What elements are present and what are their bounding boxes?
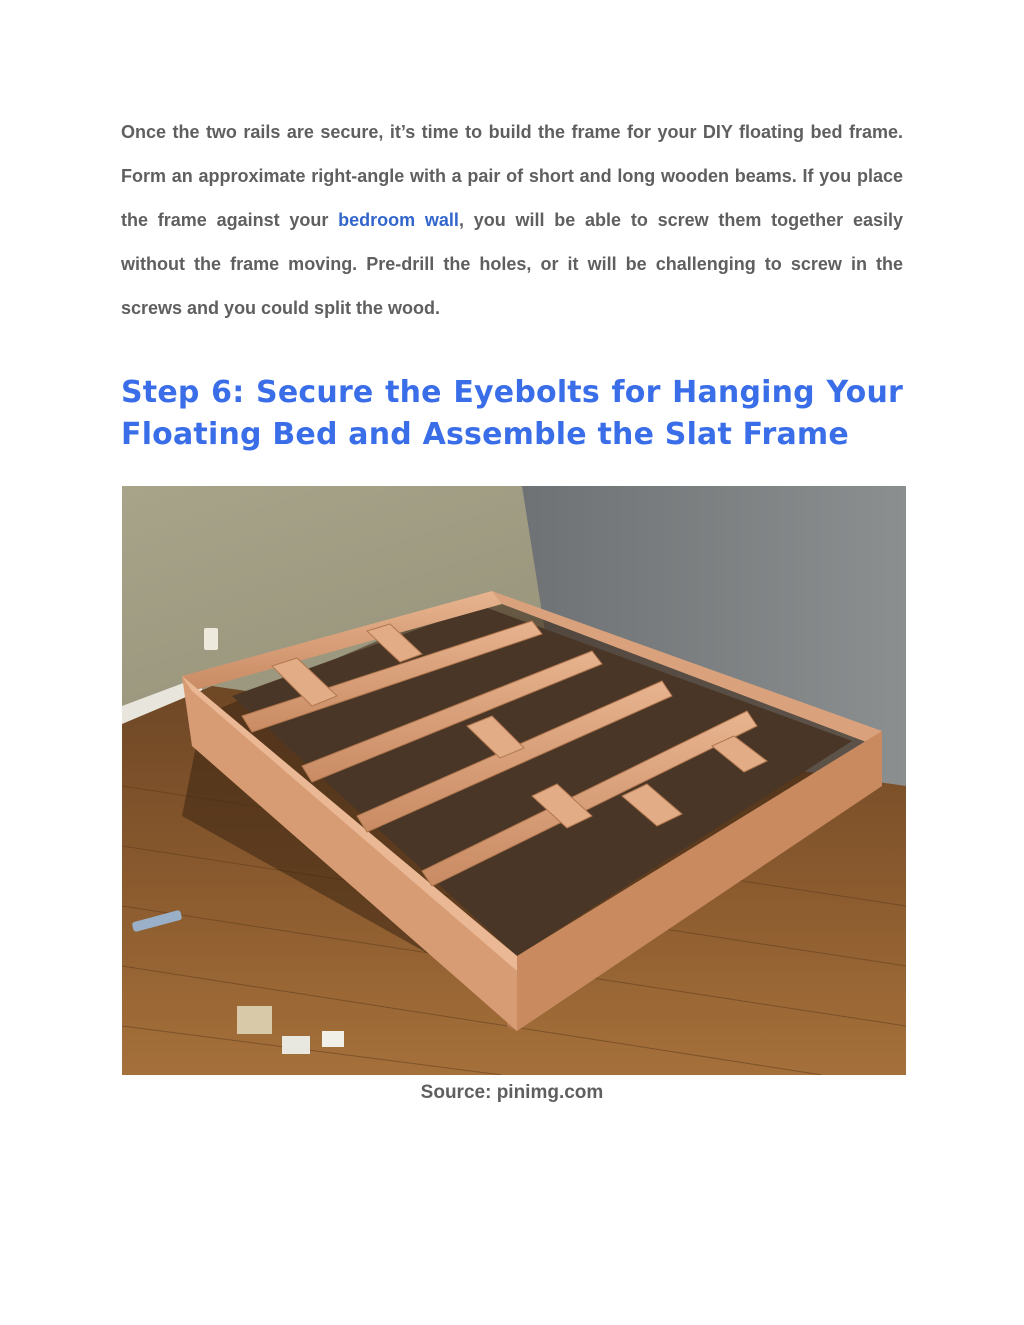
step-6-heading: Step 6: Secure the Eyebolts for Hanging Your Floating Bed and Assemble the Slat Frame — [121, 375, 903, 452]
image-caption: Source: pinimg.com — [420, 1082, 604, 1103]
body-paragraph — [121, 110, 903, 330]
floating-bed-frame-photo — [122, 486, 906, 1075]
bedroom-wall-link[interactable]: bedroom wall — [338, 210, 459, 230]
paragraph-text-end: , you will be able to screw them together easily without the frame moving. Pre-drill the holes, or it will be challenging to screw in the screws and you could split the wood. — [121, 210, 903, 318]
paragraph-text-start: Once the two rails are secure, it’s time to build the frame for your DIY floating bed frame. Form an approximate right-angle with a pair of short and long wooden beams. If you place the frame against your — [121, 122, 903, 230]
